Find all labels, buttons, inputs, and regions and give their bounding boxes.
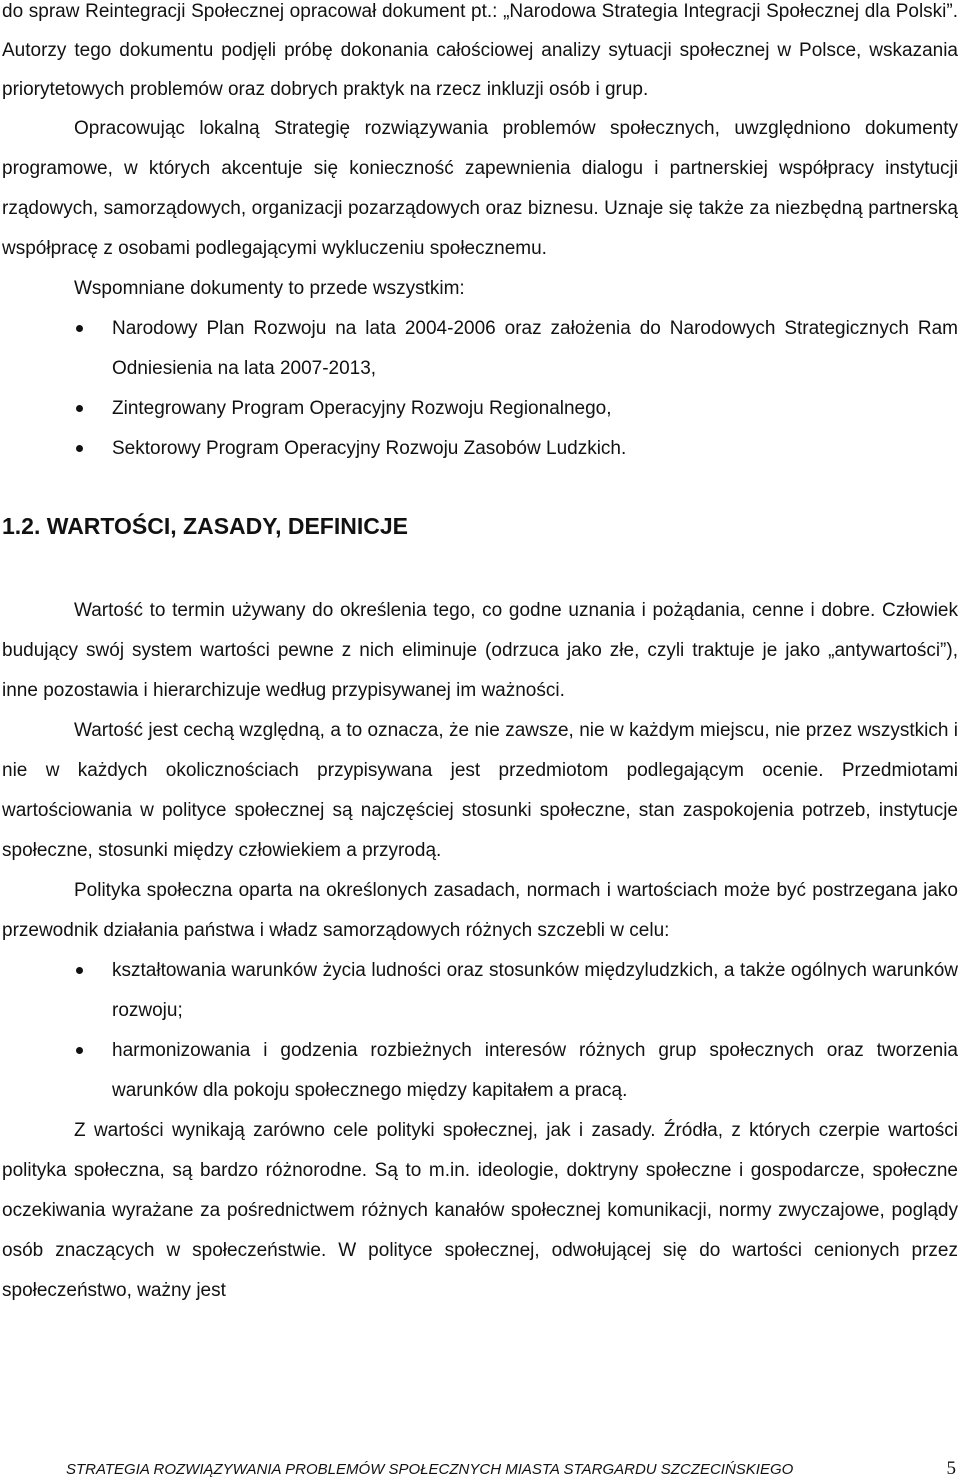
list-item: Sektorowy Program Operacyjny Rozwoju Zasobów Ludzkich. bbox=[2, 429, 958, 469]
paragraph-value-sources: Z wartości wynikają zarówno cele polityki społecznej, jak i zasady. Źródła, z których czerpie wartości polityka społeczna, są bardzo różnorodne. Są to m.in. ideologie, doktryny społeczne i gospodarcze, społeczne oczekiwania wyrażane za pośrednictwem różnych kanałów społecznej komunikacji, normy zwyczajowe, poglądy osób znaczących w społeczeństwie. W polityce społecznej, odwołującej się do wartości cenionych przez społeczeństwo, ważny jest bbox=[2, 1120, 958, 1301]
list-item: Narodowy Plan Rozwoju na lata 2004-2006 oraz założenia do Narodowych Strategicznych Ram Odniesienia na lata 2007-2013, bbox=[2, 309, 958, 389]
document-body bbox=[2, 0, 958, 1311]
section-heading: 1.2. WARTOŚCI, ZASADY, DEFINICJE bbox=[2, 513, 408, 539]
paragraph-intro: do spraw Reintegracji Społecznej opracował dokument pt.: „Narodowa Strategia Integracji Społecznej dla Polski”. Autorzy tego dokumentu podjęli próbę dokonania całościowej analizy sytuacji społecznej w Polsce, wskazania priorytetowych problemów oraz dobrych praktyk na rzecz inkluzji osób i grup. bbox=[2, 1, 958, 100]
list-item: harmonizowania i godzenia rozbieżnych interesów różnych grup społecznych oraz tworzenia warunków dla pokoju społecznego między kapitałem a pracą. bbox=[2, 1031, 958, 1111]
paragraph-documents-intro: Wspomniane dokumenty to przede wszystkim: bbox=[74, 278, 465, 299]
page-footer bbox=[66, 1458, 956, 1480]
paragraph-social-policy: Polityka społeczna oparta na określonych zasadach, normach i wartościach może być postrzegana jako przewodnik działania państwa i władz samorządowych różnych szczebli w celu: bbox=[2, 880, 958, 941]
paragraph-strategy: Opracowując lokalną Strategię rozwiązywania problemów społecznych, uwzględniono dokumenty programowe, w których akcentuje się konieczność zapewnienia dialogu i partnerskiej współpracy instytucji rządowych, samorządowych, organizacji pozarządowych oraz biznesu. Uznaje się także za niezbędną partnerską współpracę z osobami podlegającymi wykluczeniu społecznemu. bbox=[2, 118, 958, 259]
footer-title: STRATEGIA ROZWIĄZYWANIA PROBLEMÓW SPOŁECZNYCH MIASTA STARGARDU SZCZECIŃSKIEGO bbox=[66, 1460, 794, 1478]
list-item: Zintegrowany Program Operacyjny Rozwoju Regionalnego, bbox=[2, 389, 958, 429]
page-number: 5 bbox=[946, 1458, 956, 1479]
list-item: kształtowania warunków życia ludności oraz stosunków międzyludzkich, a także ogólnych warunków rozwoju; bbox=[2, 951, 958, 1031]
documents-list bbox=[2, 309, 958, 469]
policy-goals-list bbox=[2, 951, 958, 1111]
paragraph-value-definition: Wartość to termin używany do określenia tego, co godne uznania i pożądania, cenne i dobre. Człowiek budujący swój system wartości pewne z nich eliminuje (odrzuca jako złe, czyli traktuje je jako „antywartości”), inne pozostawia i hierarchizuje według przypisywanej im ważności. bbox=[2, 600, 958, 701]
paragraph-value-relative: Wartość jest cechą względną, a to oznacza, że nie zawsze, nie w każdym miejscu, nie przez wszystkich i nie w każdych okolicznościach przypisywana jest przedmiotom podlegającym ocenie. Przedmiotami wartościowania w polityce społecznej są najczęściej stosunki społeczne, stan zaspokojenia potrzeb, instytucje społeczne, stosunki między człowiekiem a przyrodą. bbox=[2, 720, 958, 861]
